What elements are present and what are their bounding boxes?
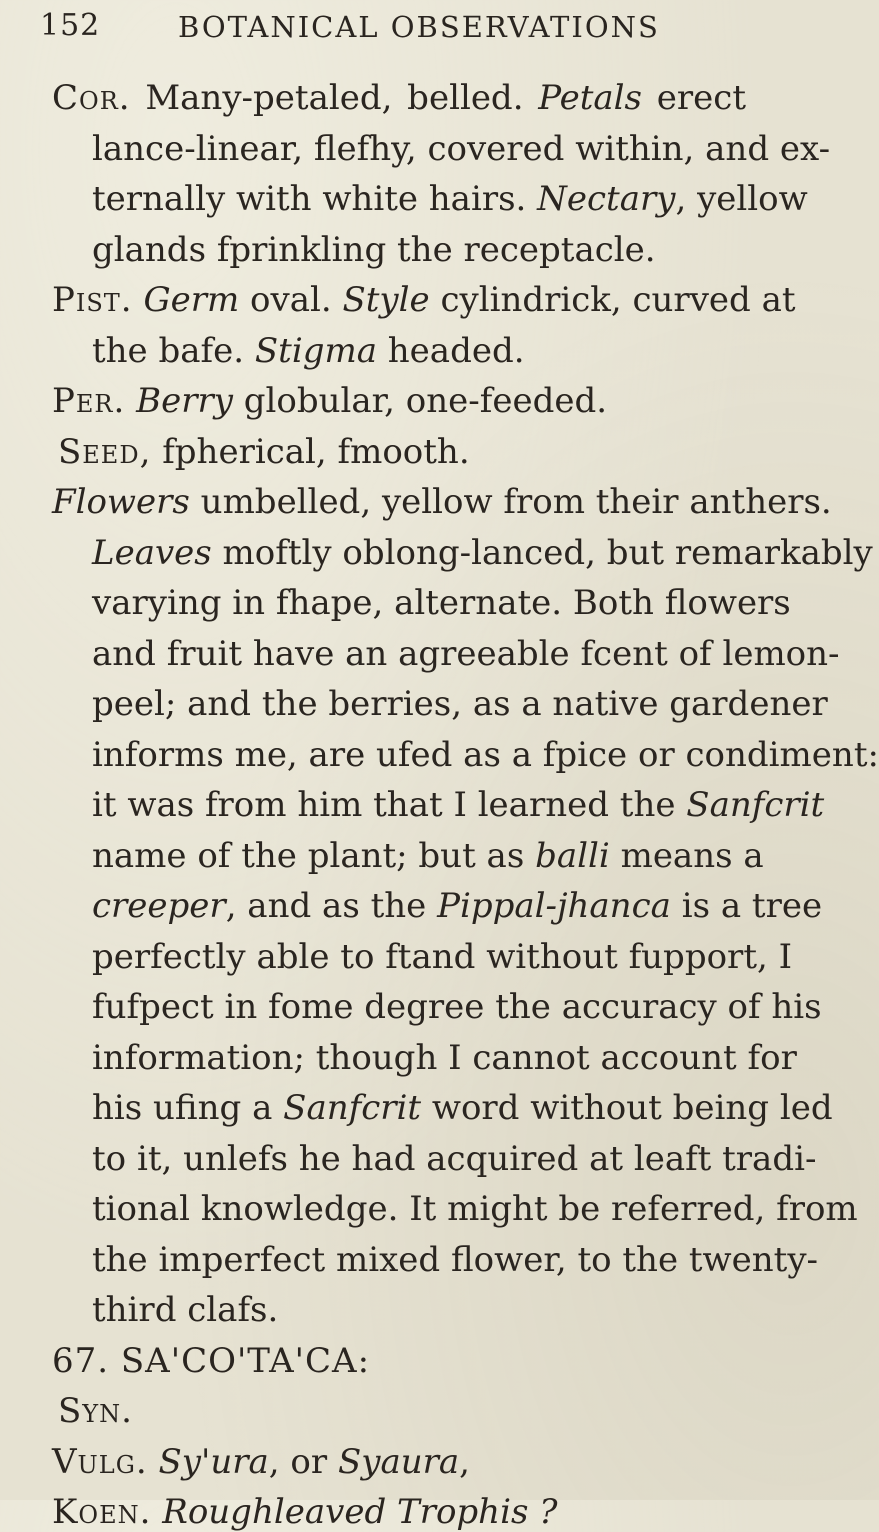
text-run: globular, one-feeded. <box>232 381 608 421</box>
text-run: tional knowledge. It might be referred, from <box>92 1189 858 1229</box>
text-run: , <box>459 1442 470 1482</box>
italic-text: balli <box>535 836 610 876</box>
text-line <box>92 1038 797 1078</box>
line-lead: 67. SA'CO'TA'CA: <box>52 1341 371 1381</box>
text-line <box>92 735 879 775</box>
line-lead: Seed, <box>58 432 152 472</box>
text-run: , and as the <box>225 886 438 926</box>
text-run: perfectly able to ftand without fupport, I <box>92 937 793 977</box>
text-run: it was from him that I learned the <box>92 785 687 825</box>
text-run: means a <box>609 836 764 876</box>
text-run: the bafe. <box>92 331 255 371</box>
text-run: informs me, are ufed as a fpice or condiment: <box>92 735 879 775</box>
italic-text: Petals <box>538 78 643 118</box>
italic-text: Syaura <box>337 1442 460 1482</box>
text-line <box>52 78 746 118</box>
text-line <box>92 937 793 977</box>
text-line <box>58 432 470 472</box>
text-run: fufpect in fome degree the accuracy of his <box>92 987 822 1027</box>
text-run: Many-petaled, belled. <box>130 78 539 118</box>
line-lead: Syn. <box>58 1391 133 1431</box>
running-head: BOTANICAL OBSERVATIONS <box>178 10 660 44</box>
text-line <box>52 280 796 320</box>
text-line <box>92 1139 817 1179</box>
text-run: oval. <box>239 280 343 320</box>
text-run: third clafs. <box>92 1290 279 1330</box>
text-line <box>92 1290 278 1330</box>
text-line <box>52 1442 470 1482</box>
text-run: , or <box>268 1442 338 1482</box>
text-run: information; though I cannot account for <box>92 1038 797 1078</box>
text-run: ternally with white hairs. <box>92 179 538 219</box>
text-line <box>58 1391 133 1431</box>
text-line <box>92 987 822 1027</box>
text-line <box>92 836 764 876</box>
text-run: varying in fhape, alternate. Both flowers <box>92 583 791 623</box>
italic-text: creeper <box>92 886 226 926</box>
text-run: lance-linear, flefhy, covered within, and ex- <box>92 129 831 169</box>
text-run: name of the plant; but as <box>92 836 536 876</box>
text-run: glands fprinkling the receptacle. <box>92 230 656 270</box>
text-line <box>92 785 825 825</box>
text-line <box>92 129 831 169</box>
text-line <box>92 331 525 371</box>
line-lead: Per. <box>52 381 126 421</box>
text-line <box>52 482 832 522</box>
text-run <box>125 381 136 421</box>
text-line <box>92 1088 833 1128</box>
text-run <box>148 1442 159 1482</box>
italic-text: Roughleaved Trophis ? <box>162 1492 558 1532</box>
italic-text: Sy'ura <box>158 1442 269 1482</box>
text-line <box>52 1341 370 1381</box>
text-run: and fruit have an agreeable fcent of lemon- <box>92 634 840 674</box>
italic-text: Style <box>342 280 430 320</box>
text-run: is a tree <box>670 886 823 926</box>
text-run: headed. <box>376 331 525 371</box>
text-line <box>52 381 607 421</box>
line-lead: Cor. <box>52 78 131 118</box>
text-run: peel; and the berries, as a native gardener <box>92 684 828 724</box>
text-run: fpherical, fmooth. <box>151 432 470 472</box>
text-line <box>92 1240 819 1280</box>
text-line <box>52 1492 557 1532</box>
text-run <box>133 280 144 320</box>
text-line <box>92 1189 858 1229</box>
text-run: word without being led <box>421 1088 833 1128</box>
text-run: moftly oblong-lanced, but remarkably <box>211 533 873 573</box>
text-run <box>151 1492 162 1532</box>
text-run: to it, unlefs he had acquired at leaft tradi- <box>92 1139 817 1179</box>
italic-text: Sanfcrit <box>283 1088 422 1128</box>
line-lead: Koen. <box>52 1492 152 1532</box>
text-line <box>92 583 791 623</box>
text-line <box>92 179 808 219</box>
text-line <box>92 230 656 270</box>
italic-text: Leaves <box>92 533 212 573</box>
text-line <box>92 684 828 724</box>
italic-text: Germ <box>143 280 240 320</box>
line-lead: Pist. <box>52 280 133 320</box>
italic-text: Flowers <box>52 482 190 522</box>
page-header <box>40 8 780 52</box>
text-run: umbelled, yellow from their anthers. <box>189 482 832 522</box>
italic-text: Nectary <box>537 179 676 219</box>
italic-text: Sanfcrit <box>686 785 825 825</box>
italic-text: Stigma <box>254 331 377 371</box>
text-run: erect <box>642 78 746 118</box>
page-number: 152 <box>40 8 101 43</box>
text-line <box>92 886 823 926</box>
text-run: the imperfect mixed flower, to the twenty- <box>92 1240 819 1280</box>
line-lead: Vulg. <box>52 1442 148 1482</box>
text-line <box>92 533 873 573</box>
italic-text: Pippal-jhanca <box>437 886 671 926</box>
text-run: cylindrick, curved at <box>429 280 796 320</box>
text-run: , yellow <box>675 179 808 219</box>
italic-text: Berry <box>136 381 233 421</box>
text-run: his ufing a <box>92 1088 284 1128</box>
text-line <box>92 634 840 674</box>
